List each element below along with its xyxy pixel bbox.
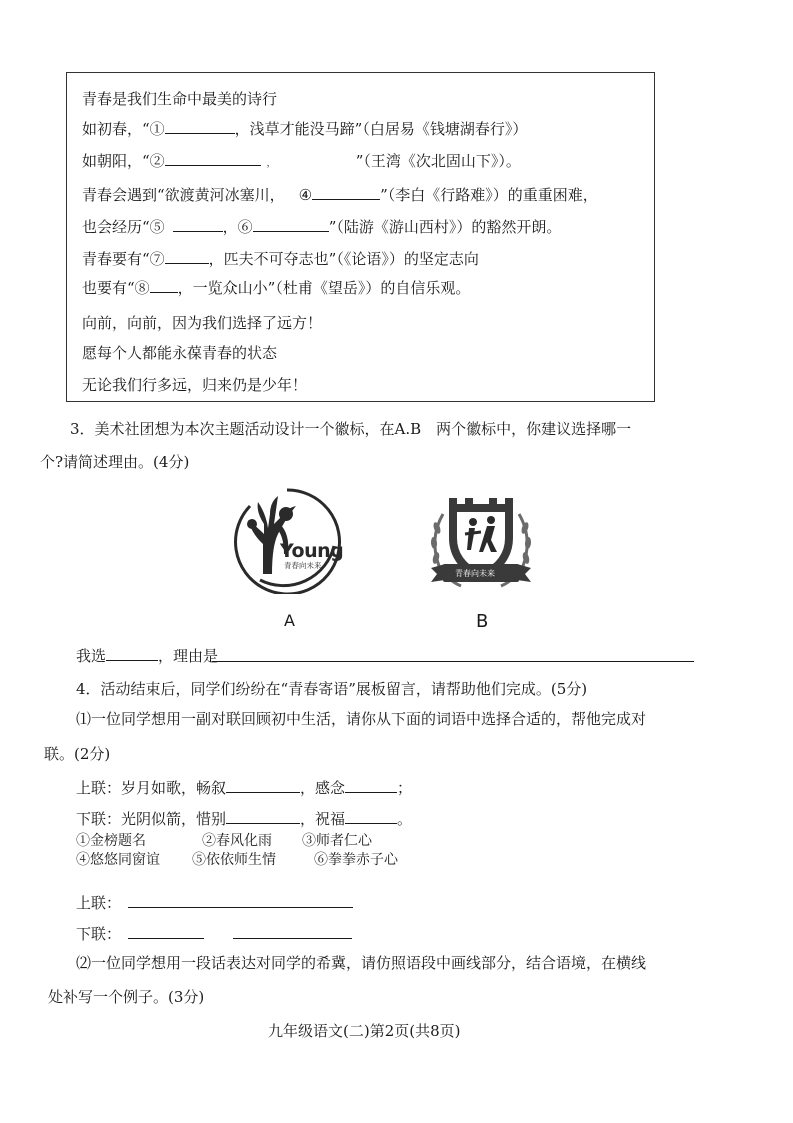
couplet-lower-start: 下联：光阴似箭，惜别 [76,810,227,828]
poem-line-10: 无论我们行多远，归来仍是少年！ [82,376,308,394]
poem-line-7-end: ，一览众山小”（杜甫《望岳》）的自信乐观。 [177,279,471,297]
couplet-lower-blank-1[interactable] [226,809,300,824]
logo-a-subtitle: 青春向未来 [284,561,322,570]
poem-line-6 [82,248,479,269]
option-3: ③师者仁心 [302,833,372,849]
couplet-lower-end: 。 [397,810,413,828]
answer-upper-label: 上联： [76,894,122,912]
logo-a-text: Young [280,540,344,562]
couplet-upper [76,777,412,798]
poem-line-4-num: ④ [298,186,313,204]
q3-answer-line [76,645,218,666]
couplet-lower-blank-2[interactable] [345,809,397,824]
fill-blank-8[interactable] [150,278,178,293]
q4-sub1-line-2: 联。(2分) [44,745,111,763]
poem-line-2-start: 如初春，“① [82,120,165,138]
logo-a-emblem [230,484,344,594]
couplet-upper-blank-2[interactable] [345,778,397,793]
poem-line-1: 青春是我们生命中最美的诗行 [82,90,278,108]
q3-prompt-line-1: 3．美术社团想为本次主题活动设计一个徽标，在A.B 两个徽标中，你建议选择哪一 [70,420,632,438]
poem-line-6-end: ，匹夫不可夺志也”（《论语》）的坚定志向 [208,250,479,268]
q3-reason-label: ，理由是 [158,647,219,665]
couplet-upper-mid: ，感念 [300,779,346,797]
fill-blank-7[interactable] [165,249,209,264]
poem-line-6-start: 青春要有“⑦ [82,250,165,268]
option-5: ⑤依依师生情 [192,852,276,868]
q3-choice-blank[interactable] [106,646,158,661]
poem-line-3 [82,150,521,171]
poem-line-9: 愿每个人都能永葆青春的状态 [82,344,278,362]
poem-line-3-start: 如朝阳，“② [82,152,165,170]
option-6: ⑥拳拳赤子心 [314,852,398,868]
poem-line-2 [82,118,527,139]
logo-b[interactable] [425,488,537,596]
couplet-lower-mid: ，祝福 [300,810,346,828]
answer-lower-label: 下联： [76,925,122,943]
logo-a-label: A [284,611,295,630]
poem-line-5-end: ”（陆游《游山西村》）的豁然开朗。 [328,218,562,236]
q3-choose-label: 我选 [76,647,107,665]
poem-line-5 [82,216,561,237]
poem-line-4 [82,184,598,205]
couplet-upper-blank-1[interactable] [226,778,300,793]
poem-line-4-start: 青春会遇到“欲渡黄河冰塞川， [82,186,285,204]
poem-line-4-end: ”（李白《行路难》）的重重困难， [380,186,598,204]
poem-line-5-mid: ，⑥ [222,218,253,236]
logo-b-subtitle: 青春向未来 [455,569,495,578]
logo-b-emblem [425,488,537,596]
q3-prompt-line-2: 个?请简述理由。(4分) [40,453,190,471]
options-row-2 [76,849,398,869]
page-footer: 九年级语文(二)第2页(共8页) [268,1022,461,1040]
q4-sub2-line-2: 处补写一个例子。(3分) [48,988,205,1006]
q3-reason-blank[interactable] [212,661,694,662]
poem-line-3-end: ”（王湾《次北固山下》）。 [355,152,521,170]
option-1: ①金榜题名 [76,833,146,849]
poem-line-3-comma: ， [266,159,276,169]
poem-line-5-start: 也会经历“⑤ [82,218,165,236]
logo-b-label: B [476,611,489,632]
poem-line-8: 向前，向前，因为我们选择了远方！ [82,314,323,332]
q4-sub2-line-1: ⑵一位同学想用一段话表达对同学的希冀，请仿照语段中画线部分，结合语境，在横线 [76,954,647,972]
answer-lower-blank-2[interactable] [233,938,352,939]
q4-prompt: 4．活动结束后，同学们纷纷在“青春寄语”展板留言，请帮助他们完成。(5分) [76,680,588,698]
options-row-1 [76,830,372,850]
fill-blank-6[interactable] [253,217,329,232]
couplet-upper-start: 上联：岁月如歌，畅叙 [76,779,227,797]
poem-line-7 [82,277,470,298]
fill-blank-5[interactable] [173,217,223,232]
poem-line-7-start: 也要有“⑧ [82,279,150,297]
option-4: ④悠悠同窗谊 [76,852,160,868]
q4-sub1-line-1: ⑴一位同学想用一副对联回顾初中生活，请你从下面的词语中选择合适的，帮他完成对 [76,710,647,728]
couplet-upper-end: ； [397,779,413,797]
fill-blank-1[interactable] [165,119,235,134]
fill-blank-4[interactable] [312,185,380,200]
option-2: ②春风化雨 [202,833,272,849]
logo-a[interactable] [230,484,344,594]
answer-upper-blank[interactable] [128,907,353,908]
fill-blank-2[interactable] [165,151,261,166]
answer-lower-blank-1[interactable] [128,938,204,939]
poem-line-2-end: ，浅草才能没马蹄”（白居易《钱塘湖春行》） [234,120,528,138]
couplet-lower [76,808,412,829]
